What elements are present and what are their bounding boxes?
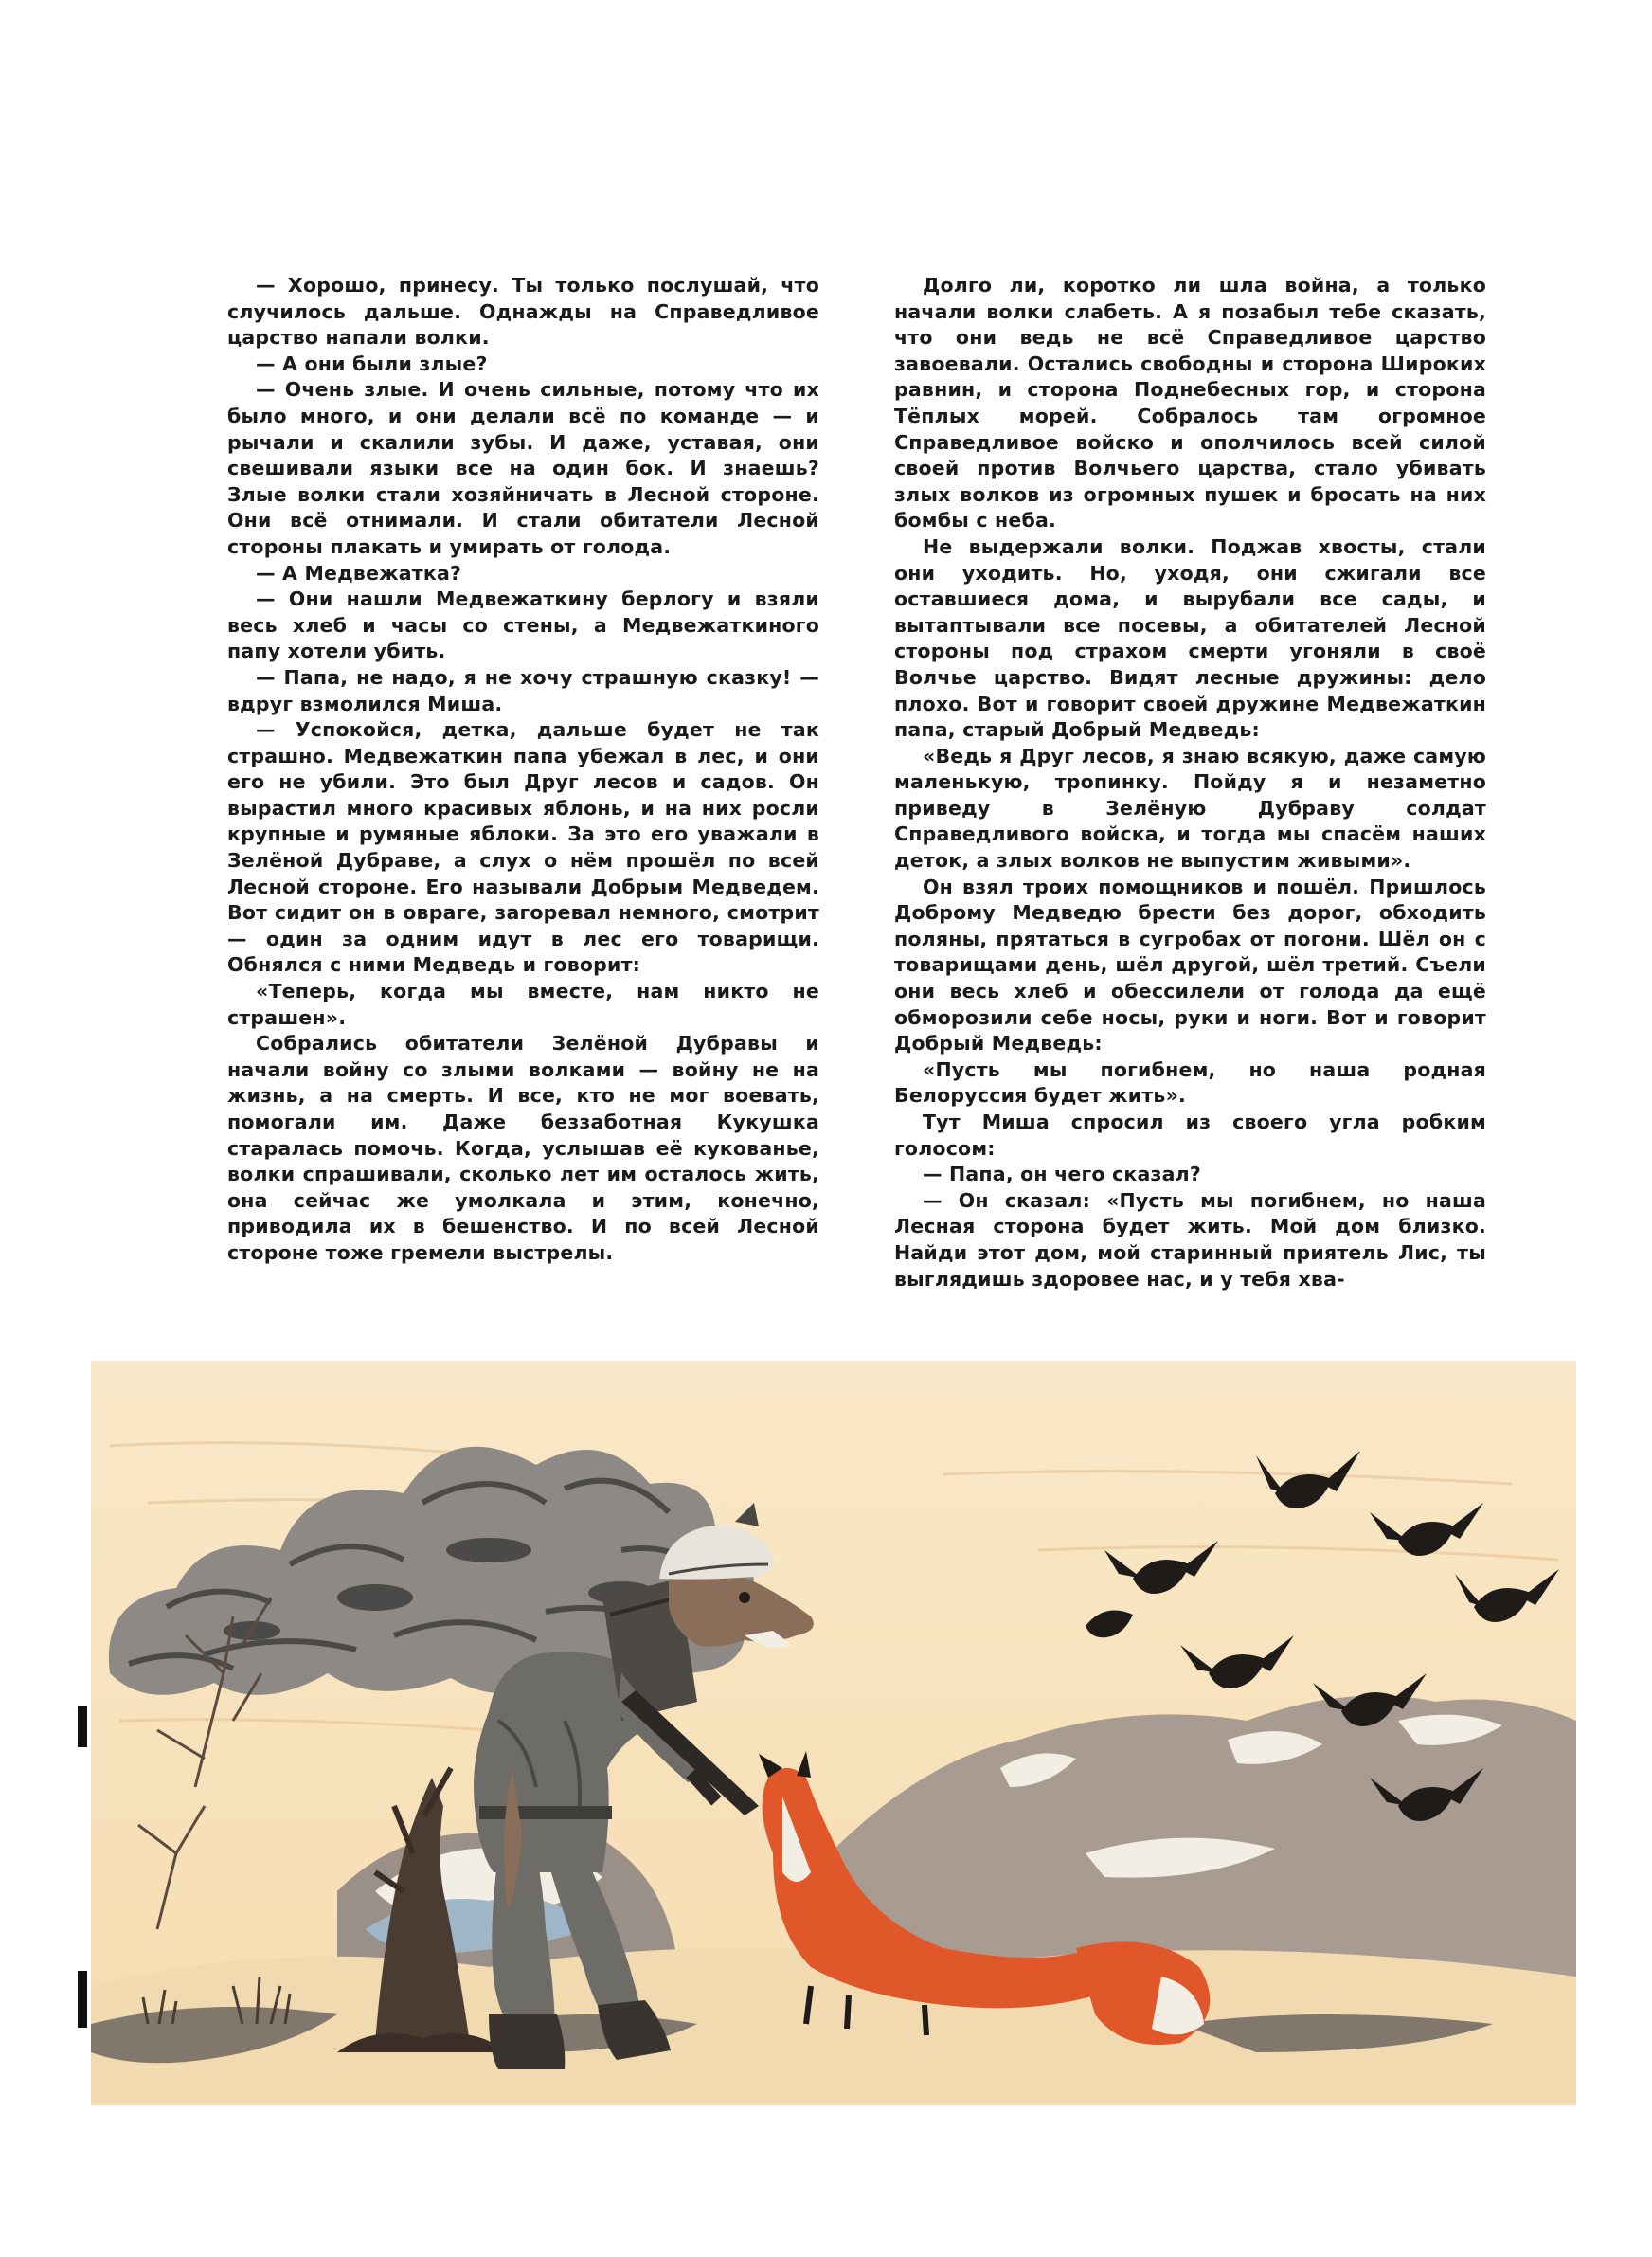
page-edge-mark (78, 1971, 87, 2028)
paragraph: «Теперь, когда мы вместе, нам никто не страшен». (227, 980, 819, 1029)
paragraph: — Папа, не надо, я не хочу страшную сказку! — вдруг взмолился Миша. (227, 665, 819, 715)
paragraph: — А они были злые? (256, 352, 488, 375)
paragraph: — Они нашли Медвежаткину берлогу и взяли весь хлеб и часы со стены, а Медвежаткиного папу хотели убить. (227, 587, 819, 663)
paragraph: — Папа, он чего сказал? (923, 1163, 1201, 1186)
paragraph: Долго ли, коротко ли шла война, а только начали волки слабеть. А я позабыл тебе сказать, что они ведь не всё Справедливое царство завоевали. Остались свободны и сторона Широких равнин, и сторона Поднебесных гор, и сторона Тёплых морей. Собралось там огромное Справедливое войско и ополчилось всей силой своей против Волчьего царства, стало убивать злых волков из огромных пушек и бросать на них бомбы с неба. (894, 274, 1486, 533)
paragraph: «Пусть мы погибнем, но наша родная Белоруссия будет жить». (894, 1057, 1486, 1108)
paragraph: «Ведь я Друг лесов, я знаю всякую, даже самую маленькую, тропинку. Пойду я и незаметно приведу в Зелёную Дубраву солдат Справедливого войска, и тогда мы спасём наших деток, а злых волков не выпустим живыми». (894, 744, 1486, 873)
paragraph: — Хорошо, принесу. Ты только послушай, что случилось дальше. Однажды на Справедливое царство напали волки. (227, 274, 819, 350)
text-column-left (227, 273, 819, 1267)
illustration-wolf-soldier-and-fox (91, 1361, 1576, 2105)
paragraph: — А Медвежатка? (256, 561, 462, 585)
paragraph: — Очень злые. И очень сильные, потому что их было много, и они делали всё по команде — и рычали и скалили зубы. И даже, уставая, они свешивали языки все на один бок. И знаешь? Злые волки стали хозяйничать в Лесной стороне. Они всё отнимали. И стали обитатели Лесной стороны плакать и умирать от голода. (227, 378, 819, 558)
text-column-right (894, 273, 1486, 1292)
paragraph: Тут Миша спросил из своего угла робким голосом: (894, 1110, 1486, 1160)
paragraph: Собрались обитатели Зелёной Дубравы и начали войну со злыми волками — войну не на жизнь, а на смерть. И все, кто не мог воевать, помогали им. Даже беззаботная Кукушка старалась помочь. Когда, услышав её кукованье, волки спрашивали, сколько лет им осталось жить, она сейчас же умолкала и этим, конечно, приводила их в бешенство. И по всей Лесной стороне тоже гремели выстрелы. (227, 1032, 819, 1264)
paragraph: — Успокойся, детка, дальше будет не так страшно. Медвежаткин папа убежал в лес, и они его не убили. Это был Друг лесов и садов. Он вырастил много красивых яблонь, и на них росли крупные и румяные яблоки. За это его уважали в Зелёной Дубраве, а слух о нём прошёл по всей Лесной стороне. Его называли Добрым Медведем. Вот сидит он в овраге, загоревал немного, смотрит — один за одним идут в лес его товарищи. Обнялся с ними Медведь и говорит: (227, 718, 819, 977)
illustration-canvas (91, 1361, 1576, 2105)
paragraph: — Он сказал: «Пусть мы погибнем, но наша Лесная сторона будет жить. Мой дом близко. Найди этот дом, мой старинный приятель Лис, ты выглядишь здоровее нас, и у тебя хва- (894, 1188, 1486, 1291)
paragraph: Не выдержали волки. Поджав хвосты, стали они уходить. Но, уходя, они сжигали все оставшиеся дома, и вырубали все сады, и вытаптывали все посевы, а обитателей Лесной стороны под страхом смерти угоняли в своё Волчье царство. Видят лесные дружины: дело плохо. Вот и говорит своей дружине Медвежаткин папа, старый Добрый Медведь: (894, 534, 1486, 742)
paragraph: Он взял троих помощников и пошёл. Пришлось Доброму Медведю брести без дорог, обходить поляны, прятаться в сугробах от погони. Шёл он с товарищами день, шёл другой, шёл третий. Съели они весь хлеб и обессилели от голода да ещё обморозили себе носы, руки и ноги. Вот и говорит Добрый Медведь: (894, 875, 1486, 1056)
page-edge-mark (78, 1706, 87, 1747)
